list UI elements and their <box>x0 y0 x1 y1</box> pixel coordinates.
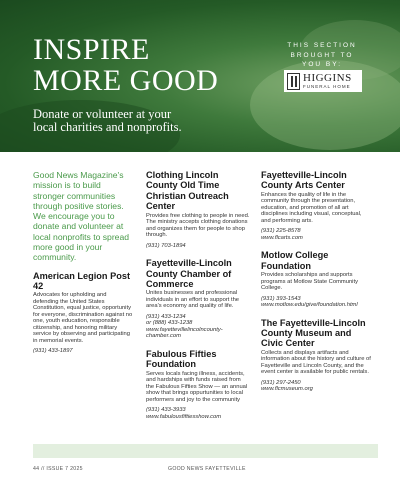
decorative-band <box>33 444 378 458</box>
hero-subtitle-line-1: Donate or volunteer at your <box>33 107 172 121</box>
org-name: American Legion Post 42 <box>33 270 130 292</box>
org-entry <box>261 318 371 393</box>
org-name: The Fayetteville-Lincoln County Museum and Civic Center <box>261 317 366 349</box>
org-entry <box>146 349 250 420</box>
footer-issue: 44 // ISSUE 7 2025 <box>33 466 83 472</box>
org-name: Clothing Lincoln County Old Time Christian Outreach Center <box>146 170 229 212</box>
org-entry <box>146 170 250 249</box>
org-entry <box>261 250 371 308</box>
sponsor-line-1: THIS SECTION <box>287 42 357 49</box>
org-phone: (931) 297-2450 <box>261 379 301 386</box>
org-name: Motlow College Foundation <box>261 250 329 271</box>
org-entry <box>261 170 371 241</box>
org-description: Unites businesses and professional individuals in an effort to support the area's economy and quality of life. <box>146 290 240 310</box>
logo-tagline: FUNERAL HOME <box>303 83 351 89</box>
hero-title-line-2: MORE GOOD <box>33 64 219 97</box>
org-description: Collects and displays artifacts and information about the history and culture of Fayetteville and Lincoln County, and the event center is available for public rentals. <box>261 349 371 376</box>
org-description: Provides free clothing to people in need. The ministry accepts clothing donations and organizes them for people to shop through. <box>146 212 250 239</box>
org-website[interactable]: www.fabulousfiftiesshow.com <box>146 413 222 420</box>
footer-publication: GOOD NEWS FAYETTEVILLE <box>168 466 246 472</box>
sponsor-line-2: BROUGHT TO <box>290 51 354 59</box>
org-description: Serves locals facing illness, accidents, and hardships with funds raised from the Fabulous Fifties Show — an annual show that brings oppurtunities to local performers and joy to the community <box>146 370 248 403</box>
logo-name: HIGGINS <box>303 71 352 84</box>
sponsor-credit <box>282 41 362 70</box>
column-1 <box>33 170 133 364</box>
org-description: Advocates for upholding and defending the United States Constitution, equal justice, opportunity for everyone, discrimination against no one, youth education, responsible citizenship, and honoring military service by observing and participating in memorial events. <box>33 292 133 344</box>
org-description: Provides scholarships and supports programs at Motlow State Community College. <box>261 272 358 292</box>
org-name: Fayetteville-Lincoln County Arts Center <box>261 170 347 191</box>
sponsor-logo <box>284 70 362 92</box>
org-phone-alt: or (888) 433-1238 <box>146 320 193 327</box>
hero-subtitle <box>33 108 233 134</box>
org-name: Fabulous Fifties Foundation <box>146 348 217 370</box>
org-website[interactable]: www.flcmuseum.org <box>261 386 313 393</box>
org-phone: (931) 433-3933 <box>146 407 186 414</box>
org-phone: (931) 393-1543 <box>261 295 301 302</box>
hero-title <box>33 34 253 96</box>
org-name: Fayetteville-Lincoln County Chamber of Commerce <box>146 258 232 289</box>
column-2 <box>146 170 250 429</box>
higgins-logo-icon <box>287 73 300 90</box>
hero-banner <box>0 0 400 152</box>
org-phone: (931) 433-1234 <box>146 313 186 320</box>
org-phone: (931) 433-1897 <box>33 348 73 355</box>
org-entry <box>146 258 250 340</box>
org-website[interactable]: www.motlow.edu/give/foundation.html <box>261 302 358 309</box>
column-3 <box>261 170 371 402</box>
org-description: Enhances the quality of life in the community through the presentation, education, and promotion of all art disciplines including visual, conceptual, and performing arts. <box>261 191 362 224</box>
org-phone: (931) 225-8578 <box>261 228 301 235</box>
hero-title-line-1: INSPIRE <box>33 33 150 66</box>
org-phone: (931) 703-1894 <box>146 242 186 249</box>
intro-text: Good News Magazine's mission is to build stronger communities through positive stories. We encourage you to donate and volunteer at local nonprofits to spread more good in your community. <box>33 170 130 263</box>
org-website[interactable]: www.flcarts.com <box>261 234 303 241</box>
org-entry <box>33 271 133 355</box>
sponsor-line-3: YOU BY: <box>301 61 342 68</box>
hero-subtitle-line-2: local charities and nonprofits. <box>33 120 182 134</box>
org-website[interactable]: www.fayettevillelincolncounty-chamber.com <box>146 326 223 340</box>
